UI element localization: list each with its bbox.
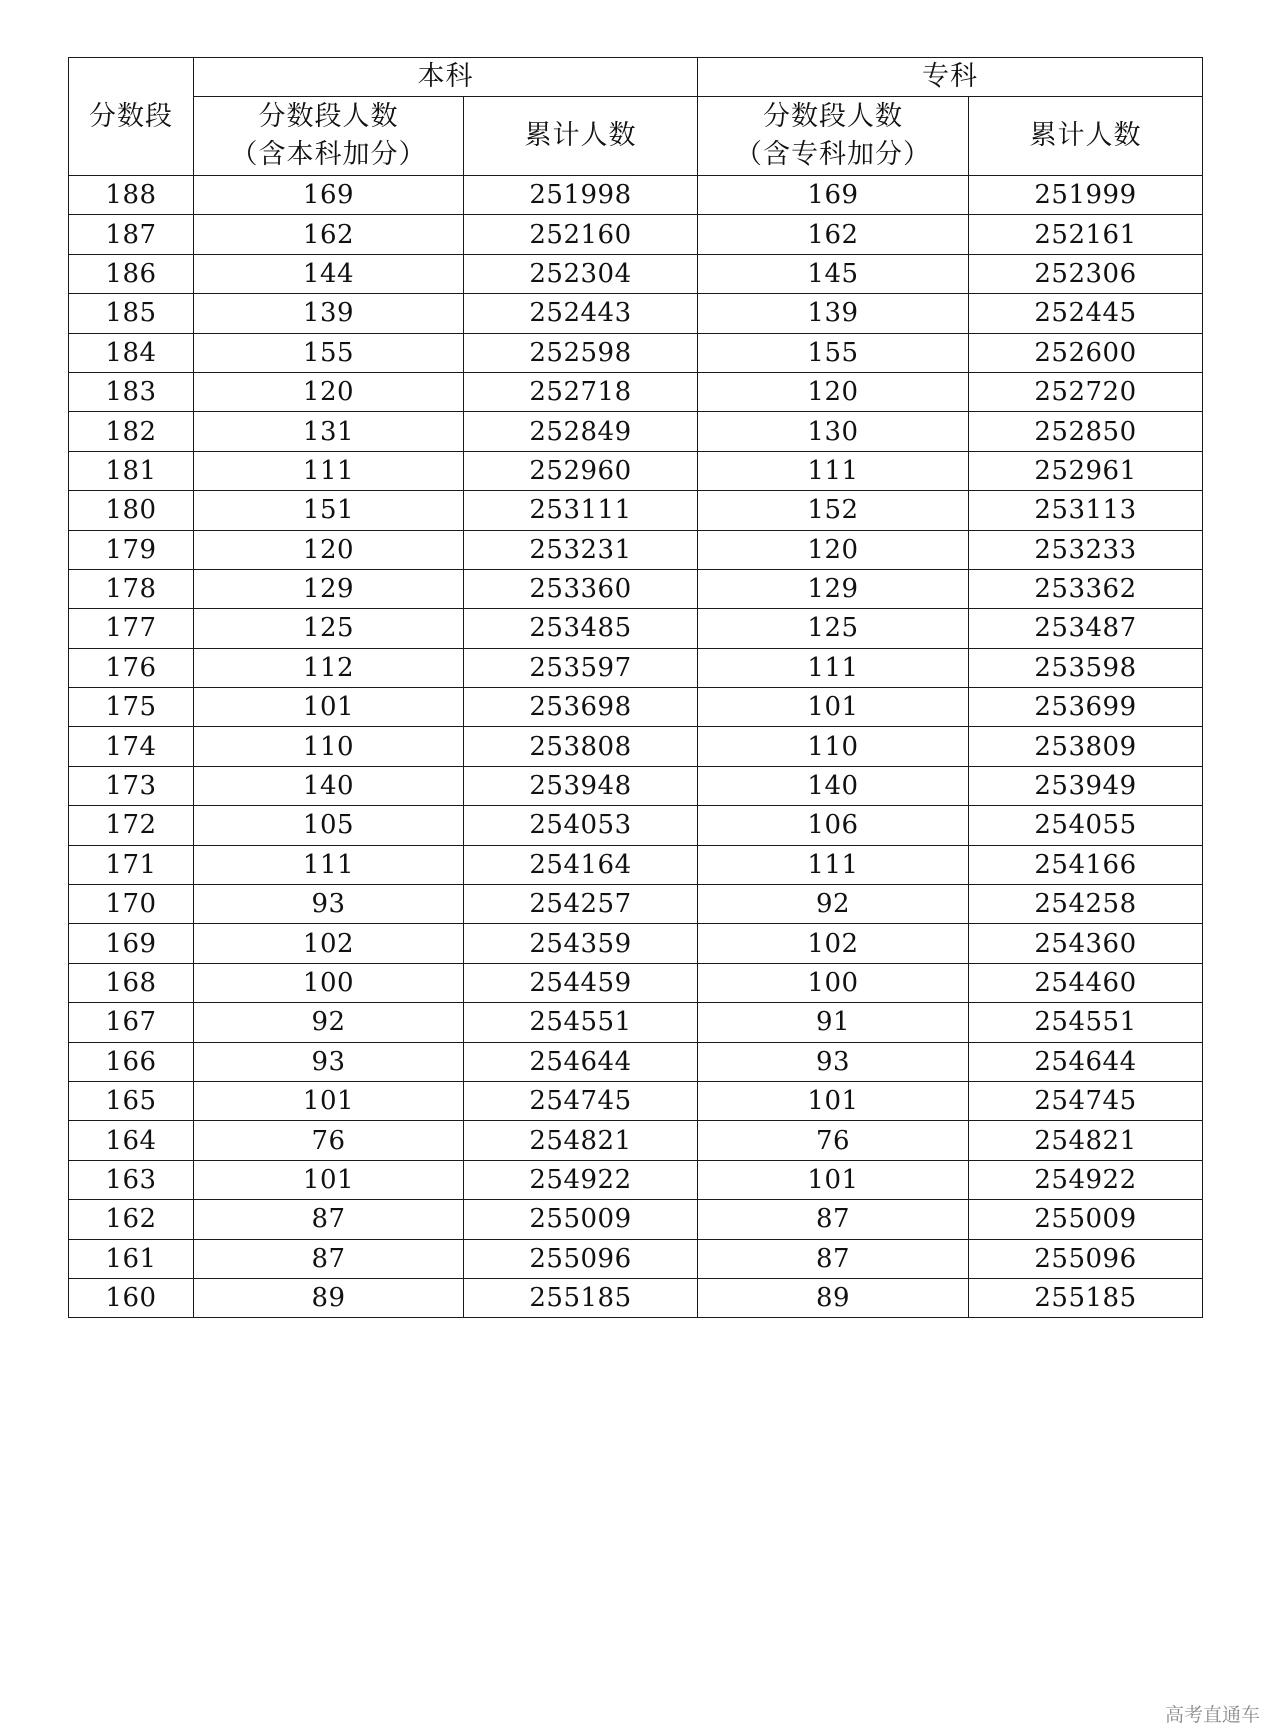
cell-undergrad-count: 131 <box>194 412 464 451</box>
cell-undergrad-count: 87 <box>194 1239 464 1278</box>
cell-undergrad-cumulative: 254164 <box>464 845 698 884</box>
cell-score: 163 <box>69 1160 194 1199</box>
cell-junior-cumulative: 252161 <box>969 215 1203 254</box>
cell-undergrad-count: 110 <box>194 727 464 766</box>
cell-undergrad-cumulative: 254551 <box>464 1003 698 1042</box>
cell-junior-cumulative: 253487 <box>969 609 1203 648</box>
table-row <box>69 1081 1203 1120</box>
cell-junior-cumulative: 254360 <box>969 924 1203 963</box>
cell-undergrad-count: 76 <box>194 1121 464 1160</box>
cell-junior-count: 101 <box>698 688 969 727</box>
cell-undergrad-count: 102 <box>194 924 464 963</box>
table-row <box>69 1160 1203 1199</box>
cell-junior-cumulative: 254258 <box>969 885 1203 924</box>
cell-score: 160 <box>69 1278 194 1317</box>
cell-undergrad-count: 89 <box>194 1278 464 1317</box>
cell-junior-count: 76 <box>698 1121 969 1160</box>
cell-junior-count: 155 <box>698 333 969 372</box>
table-row <box>69 372 1203 411</box>
cell-score: 182 <box>69 412 194 451</box>
table-row <box>69 215 1203 254</box>
cell-junior-cumulative: 254166 <box>969 845 1203 884</box>
header-junior-cumulative: 累计人数 <box>969 97 1203 176</box>
table-row <box>69 412 1203 451</box>
cell-junior-cumulative: 254644 <box>969 1042 1203 1081</box>
cell-junior-count: 152 <box>698 491 969 530</box>
cell-undergrad-count: 125 <box>194 609 464 648</box>
cell-score: 180 <box>69 491 194 530</box>
cell-undergrad-count: 101 <box>194 688 464 727</box>
cell-junior-count: 101 <box>698 1160 969 1199</box>
cell-undergrad-count: 144 <box>194 254 464 293</box>
cell-score: 181 <box>69 451 194 490</box>
cell-junior-cumulative: 252306 <box>969 254 1203 293</box>
cell-score: 179 <box>69 530 194 569</box>
cell-score: 164 <box>69 1121 194 1160</box>
table-row <box>69 688 1203 727</box>
cell-junior-count: 145 <box>698 254 969 293</box>
cell-score: 165 <box>69 1081 194 1120</box>
cell-undergrad-count: 93 <box>194 1042 464 1081</box>
cell-undergrad-cumulative: 252960 <box>464 451 698 490</box>
header-undergrad-cumulative: 累计人数 <box>464 97 698 176</box>
cell-junior-count: 93 <box>698 1042 969 1081</box>
cell-junior-count: 125 <box>698 609 969 648</box>
cell-score: 176 <box>69 648 194 687</box>
cell-junior-cumulative: 255009 <box>969 1200 1203 1239</box>
cell-junior-count: 129 <box>698 569 969 608</box>
cell-score: 167 <box>69 1003 194 1042</box>
cell-junior-count: 111 <box>698 451 969 490</box>
cell-undergrad-cumulative: 253948 <box>464 766 698 805</box>
table-row <box>69 924 1203 963</box>
table-row <box>69 963 1203 1002</box>
cell-undergrad-count: 87 <box>194 1200 464 1239</box>
cell-junior-cumulative: 254745 <box>969 1081 1203 1120</box>
cell-score: 178 <box>69 569 194 608</box>
cell-undergrad-count: 112 <box>194 648 464 687</box>
cell-undergrad-count: 162 <box>194 215 464 254</box>
cell-undergrad-cumulative: 254053 <box>464 806 698 845</box>
cell-undergrad-count: 111 <box>194 451 464 490</box>
cell-undergrad-cumulative: 252598 <box>464 333 698 372</box>
header-junior-count-line2: （含专科加分） <box>735 139 931 170</box>
cell-undergrad-count: 151 <box>194 491 464 530</box>
table-row <box>69 176 1203 215</box>
cell-score: 187 <box>69 215 194 254</box>
cell-junior-cumulative: 254055 <box>969 806 1203 845</box>
table-row <box>69 333 1203 372</box>
cell-undergrad-cumulative: 255096 <box>464 1239 698 1278</box>
cell-junior-count: 110 <box>698 727 969 766</box>
cell-undergrad-cumulative: 252160 <box>464 215 698 254</box>
cell-undergrad-cumulative: 253485 <box>464 609 698 648</box>
cell-junior-cumulative: 252445 <box>969 294 1203 333</box>
cell-undergrad-count: 129 <box>194 569 464 608</box>
cell-score: 172 <box>69 806 194 845</box>
cell-junior-count: 111 <box>698 648 969 687</box>
cell-undergrad-cumulative: 253111 <box>464 491 698 530</box>
cell-score: 166 <box>69 1042 194 1081</box>
table-row <box>69 530 1203 569</box>
cell-junior-count: 120 <box>698 530 969 569</box>
cell-junior-count: 101 <box>698 1081 969 1120</box>
cell-score: 183 <box>69 372 194 411</box>
cell-undergrad-count: 120 <box>194 530 464 569</box>
cell-score: 175 <box>69 688 194 727</box>
header-junior-group: 专科 <box>698 58 1203 97</box>
table-row <box>69 1042 1203 1081</box>
cell-undergrad-cumulative: 252304 <box>464 254 698 293</box>
cell-undergrad-cumulative: 255185 <box>464 1278 698 1317</box>
cell-undergrad-count: 155 <box>194 333 464 372</box>
cell-undergrad-cumulative: 254359 <box>464 924 698 963</box>
cell-undergrad-cumulative: 252849 <box>464 412 698 451</box>
cell-score: 185 <box>69 294 194 333</box>
cell-score: 161 <box>69 1239 194 1278</box>
cell-junior-count: 87 <box>698 1200 969 1239</box>
cell-score: 177 <box>69 609 194 648</box>
table-row <box>69 1200 1203 1239</box>
cell-undergrad-count: 105 <box>194 806 464 845</box>
cell-score: 171 <box>69 845 194 884</box>
cell-undergrad-count: 169 <box>194 176 464 215</box>
header-junior-count-line1: 分数段人数 <box>763 101 903 132</box>
cell-undergrad-count: 139 <box>194 294 464 333</box>
cell-score: 186 <box>69 254 194 293</box>
cell-undergrad-cumulative: 251998 <box>464 176 698 215</box>
cell-junior-cumulative: 253699 <box>969 688 1203 727</box>
cell-undergrad-cumulative: 254922 <box>464 1160 698 1199</box>
table-row <box>69 845 1203 884</box>
cell-undergrad-count: 120 <box>194 372 464 411</box>
table-row <box>69 1278 1203 1317</box>
cell-junior-count: 100 <box>698 963 969 1002</box>
cell-score: 169 <box>69 924 194 963</box>
header-undergrad-count-line1: 分数段人数 <box>258 101 399 132</box>
cell-score: 168 <box>69 963 194 1002</box>
cell-junior-count: 169 <box>698 176 969 215</box>
cell-undergrad-count: 101 <box>194 1081 464 1120</box>
cell-undergrad-cumulative: 252443 <box>464 294 698 333</box>
table-row <box>69 294 1203 333</box>
table-row <box>69 569 1203 608</box>
watermark-text: 高考直通车 <box>1164 1704 1260 1726</box>
table-row <box>69 254 1203 293</box>
cell-undergrad-count: 100 <box>194 963 464 1002</box>
cell-junior-cumulative: 254460 <box>969 963 1203 1002</box>
cell-undergrad-cumulative: 254459 <box>464 963 698 1002</box>
cell-junior-cumulative: 253362 <box>969 569 1203 608</box>
cell-junior-cumulative: 252720 <box>969 372 1203 411</box>
cell-junior-cumulative: 255185 <box>969 1278 1203 1317</box>
cell-score: 184 <box>69 333 194 372</box>
cell-undergrad-count: 93 <box>194 885 464 924</box>
cell-undergrad-cumulative: 254745 <box>464 1081 698 1120</box>
cell-junior-count: 89 <box>698 1278 969 1317</box>
cell-undergrad-count: 92 <box>194 1003 464 1042</box>
cell-junior-count: 102 <box>698 924 969 963</box>
table-row <box>69 766 1203 805</box>
cell-undergrad-cumulative: 253231 <box>464 530 698 569</box>
table-row <box>69 727 1203 766</box>
cell-junior-count: 140 <box>698 766 969 805</box>
cell-junior-cumulative: 252850 <box>969 412 1203 451</box>
cell-score: 162 <box>69 1200 194 1239</box>
cell-undergrad-cumulative: 254257 <box>464 885 698 924</box>
cell-undergrad-count: 111 <box>194 845 464 884</box>
cell-junior-cumulative: 253598 <box>969 648 1203 687</box>
cell-undergrad-cumulative: 254821 <box>464 1121 698 1160</box>
cell-junior-cumulative: 253233 <box>969 530 1203 569</box>
cell-junior-cumulative: 251999 <box>969 176 1203 215</box>
cell-score: 170 <box>69 885 194 924</box>
table-row <box>69 1239 1203 1278</box>
cell-score: 174 <box>69 727 194 766</box>
cell-undergrad-cumulative: 255009 <box>464 1200 698 1239</box>
cell-junior-count: 111 <box>698 845 969 884</box>
header-undergrad-count-line2: （含本科加分） <box>230 139 427 170</box>
score-distribution-table <box>68 57 1203 1318</box>
cell-junior-cumulative: 254821 <box>969 1121 1203 1160</box>
cell-undergrad-cumulative: 252718 <box>464 372 698 411</box>
cell-junior-count: 139 <box>698 294 969 333</box>
cell-undergrad-cumulative: 253808 <box>464 727 698 766</box>
cell-junior-cumulative: 254551 <box>969 1003 1203 1042</box>
cell-score: 188 <box>69 176 194 215</box>
table-row <box>69 648 1203 687</box>
cell-undergrad-count: 101 <box>194 1160 464 1199</box>
cell-undergrad-cumulative: 254644 <box>464 1042 698 1081</box>
cell-junior-cumulative: 253949 <box>969 766 1203 805</box>
table-row <box>69 885 1203 924</box>
header-junior-count <box>698 97 969 176</box>
cell-undergrad-cumulative: 253360 <box>464 569 698 608</box>
cell-junior-count: 91 <box>698 1003 969 1042</box>
cell-junior-cumulative: 254922 <box>969 1160 1203 1199</box>
cell-junior-cumulative: 252961 <box>969 451 1203 490</box>
cell-junior-count: 106 <box>698 806 969 845</box>
table-row <box>69 491 1203 530</box>
cell-junior-count: 162 <box>698 215 969 254</box>
table-row <box>69 609 1203 648</box>
header-undergrad-group: 本科 <box>194 58 698 97</box>
table-body <box>69 176 1203 1318</box>
cell-junior-cumulative: 253113 <box>969 491 1203 530</box>
cell-junior-cumulative: 252600 <box>969 333 1203 372</box>
table-row <box>69 1003 1203 1042</box>
cell-junior-count: 130 <box>698 412 969 451</box>
cell-undergrad-cumulative: 253698 <box>464 688 698 727</box>
header-row-columns <box>69 97 1203 176</box>
header-row-groups <box>69 58 1203 97</box>
header-undergrad-count <box>194 97 464 176</box>
cell-junior-count: 120 <box>698 372 969 411</box>
cell-junior-cumulative: 253809 <box>969 727 1203 766</box>
table-row <box>69 1121 1203 1160</box>
cell-score: 173 <box>69 766 194 805</box>
cell-junior-cumulative: 255096 <box>969 1239 1203 1278</box>
cell-undergrad-cumulative: 253597 <box>464 648 698 687</box>
table-row <box>69 451 1203 490</box>
table-row <box>69 806 1203 845</box>
header-score-band: 分数段 <box>69 58 194 176</box>
cell-undergrad-count: 140 <box>194 766 464 805</box>
cell-junior-count: 87 <box>698 1239 969 1278</box>
table-header <box>69 58 1203 176</box>
cell-junior-count: 92 <box>698 885 969 924</box>
